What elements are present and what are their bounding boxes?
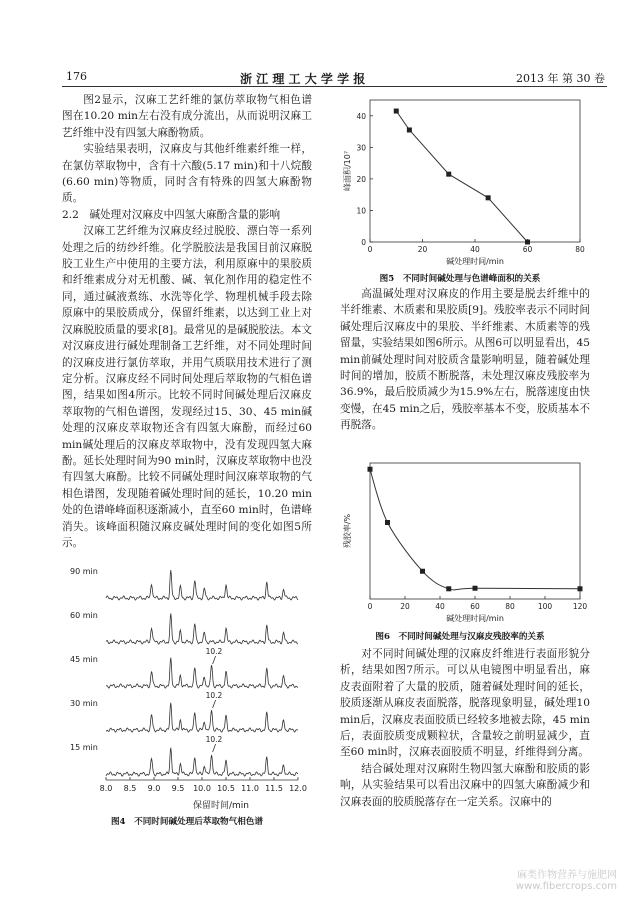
x-axis-label: 碱处理时间/min bbox=[446, 614, 504, 623]
data-point bbox=[368, 467, 373, 472]
data-point bbox=[473, 586, 478, 591]
figure5-caption: 图5 不同时间碱处理与色谱峰面积的关系 bbox=[379, 274, 541, 284]
data-point bbox=[486, 195, 491, 200]
figure4-caption: 图4 不同时间碱处理后萃取物气相色谱 bbox=[110, 817, 264, 827]
x-tick-label: 8.5 bbox=[123, 784, 137, 793]
data-point bbox=[446, 586, 451, 591]
journal-title: 浙 江 理 工 大 学 学 报 bbox=[240, 72, 366, 86]
data-point bbox=[394, 109, 399, 114]
watermark-line: 麻类作物营养与施肥网 bbox=[517, 870, 617, 881]
paragraph: 汉麻工艺纤维为汉麻皮经过脱胶、漂白等一系列处理之后的纺纱纤维。化学脱胶法是我国目前汉麻脱胶工业生产中使用的主要方法，利用原麻中的果胶质和纤维素成分对无机酸、碱、氧化剂作用的稳定性不同，通过碱液煮练、水洗等化学、物理机械手段去除原麻中的果胶质成分，保留纤维素，以达到工业上对汉麻脱胶质量的要求[8]。最常见的是碱脱胶法。本文对汉麻皮进行碱处理制备工艺纤维，对不同处理时间的汉麻皮进行氯仿萃取，并用气质联用技术进行了测定分析。汉麻皮经不同时间处理后萃取物的气相色谱图，结果如图4所示。比较不同时间碱处理后汉麻皮萃取物的气相色谱图，发现经过15、30、45 min碱处理的汉麻皮萃取物还含有四氢大麻酚，而经过60 min碱处理后的汉麻皮萃取物中，没有发现四氢大麻酚。延长处理时间为90 min时，汉麻皮萃取物中也没有四氢大麻酚。比较不同碱处理时间汉麻萃取物的气相色谱图，发现随着碱处理时间的延长，10.20 min处的色谱峰峰面积逐渐减小，直至60 min时，色谱峰消失。该峰面积随汉麻皮碱处理时间的变化如图5所示。 bbox=[62, 225, 312, 549]
figure4-chromatogram bbox=[66, 560, 312, 810]
paragraph: 对不同时间碱处理的汉麻皮纤维进行表面形貌分析，结果如图7所示。可以从电镜图中明显看出，麻皮表面附着了大量的胶质，随着碱处理时间的延长，胶质逐渐从麻皮表面脱落，脱落现象明显，碱处理10 min后，汉麻皮表面胶质已经较多地被去除，45 min后，表面胶质变成颗粒状，含量较之前明显减少，直至60 min时，汉麻表面胶质不明显，纤维得到分离。 bbox=[340, 648, 590, 759]
peak-arrow bbox=[213, 656, 216, 664]
watermark bbox=[516, 866, 617, 892]
figure4-xlabel: 保留时间/min bbox=[192, 801, 250, 810]
x-tick-label: 60 bbox=[522, 245, 533, 254]
header-rule bbox=[62, 86, 607, 87]
data-point bbox=[420, 569, 425, 574]
y-axis-label: 峰面积/10⁷ bbox=[343, 150, 352, 192]
x-tick-label: 80 bbox=[505, 602, 515, 611]
x-tick-label: 10.5 bbox=[217, 784, 235, 793]
y-tick-label: 0 bbox=[361, 238, 366, 247]
x-tick-label: 12.0 bbox=[289, 784, 307, 793]
chromatogram-trace bbox=[106, 658, 298, 688]
peak-arrow bbox=[213, 700, 216, 708]
right-column-text-1 bbox=[340, 286, 590, 434]
data-point bbox=[385, 520, 390, 525]
series-line bbox=[396, 111, 527, 242]
x-tick-label: 0 bbox=[367, 245, 373, 254]
peak-label: 10.2 bbox=[205, 735, 223, 744]
trace-label: 45 min bbox=[70, 655, 98, 664]
y-tick-label: 20 bbox=[356, 174, 366, 184]
y-tick-label: 10 bbox=[356, 206, 366, 216]
chromatogram-trace bbox=[106, 748, 298, 776]
x-tick-label: 11.0 bbox=[241, 784, 259, 793]
x-tick-label: 80 bbox=[575, 245, 585, 254]
x-tick-label: 11.5 bbox=[265, 784, 283, 793]
peak-label: 10.2 bbox=[205, 691, 223, 700]
figure5-chart bbox=[330, 92, 590, 272]
plot-frame bbox=[370, 463, 580, 599]
trace-label: 30 min bbox=[70, 699, 98, 708]
x-tick-label: 40 bbox=[435, 602, 445, 611]
paragraph: 结合碱处理对汉麻附生物四氢大麻酚和胶质的影响，从实验结果可以看出汉麻中的四氢大麻酚减少和汉麻表面的胶质脱落存在一定关系。汉麻中的 bbox=[340, 762, 590, 808]
data-point bbox=[446, 172, 451, 177]
x-tick-label: 40 bbox=[470, 245, 480, 254]
paragraph: 高温碱处理对汉麻皮的作用主要是脱去纤维中的半纤维素、木质素和果胶质[9]。残胶率表示不同时间碱处理后汉麻皮中的果胶、半纤维素、木质素等的残留量，实验结果如图6所示。从图6可以明显看出，45 min前碱处理时间对胶质含量影响明显，随着碱处理时间的增加，胶质不断脱落，未处理汉麻皮残胶率为36.9%，最后胶质减少为15.9%左右，脱落速度由快变慢，在45 min之后，残胶率基本不变，胶质基本不再脱落。 bbox=[340, 288, 590, 432]
x-tick-label: 9.0 bbox=[147, 784, 161, 793]
paragraph: 图2显示，汉麻工艺纤维的氯仿萃取物气相色谱图在10.20 min左右没有成分流出，从而说明汉麻工艺纤维中没有四氢大麻酚物质。 bbox=[62, 94, 312, 139]
left-column-text bbox=[62, 92, 312, 551]
peak-label: 10.2 bbox=[205, 647, 223, 656]
series-line bbox=[370, 469, 580, 590]
y-tick-label: 40 bbox=[356, 111, 366, 121]
trace-label: 90 min bbox=[70, 567, 98, 576]
trace-label: 60 min bbox=[70, 611, 98, 620]
x-tick-label: 120 bbox=[572, 602, 588, 611]
paragraph: 实验结果表明，汉麻皮与其他纤维素纤维一样，在氯仿萃取物中，含有十六酸(5.17 min)和十八烷酸(6.60 min)等物质，同时含有特殊的四氢大麻酚物质。 bbox=[62, 143, 312, 205]
x-tick-label: 60 bbox=[470, 602, 480, 611]
y-axis-label: 残胶率/% bbox=[343, 513, 352, 549]
plot-frame bbox=[370, 100, 580, 242]
figure6-chart bbox=[330, 455, 590, 627]
x-tick-label: 0 bbox=[367, 602, 373, 611]
watermark-url: www.fibercrops.com bbox=[515, 881, 617, 892]
section-heading: 2.2 碱处理对汉麻皮中四氢大麻酚含量的影响 bbox=[62, 208, 281, 221]
x-tick-label: 20 bbox=[417, 245, 428, 254]
x-tick-label: 10.0 bbox=[193, 784, 211, 793]
x-tick-label: 9.5 bbox=[171, 784, 185, 793]
y-tick-label: 30 bbox=[356, 143, 366, 153]
page-number: 176 bbox=[66, 70, 87, 83]
issue-info: 2013 年 第 30 卷 bbox=[516, 72, 605, 85]
data-point bbox=[407, 127, 412, 132]
chromatogram-trace bbox=[106, 703, 298, 732]
x-tick-label: 100 bbox=[537, 602, 553, 611]
trace-label: 15 min bbox=[70, 743, 98, 752]
chromatogram-trace bbox=[106, 613, 298, 644]
right-column-text-2 bbox=[340, 646, 590, 810]
x-axis-label: 碱处理时间/min bbox=[446, 257, 504, 266]
data-point bbox=[525, 240, 530, 245]
peak-arrow bbox=[213, 744, 216, 752]
x-tick-label: 8.0 bbox=[99, 784, 113, 793]
chromatogram-trace bbox=[106, 570, 298, 600]
figure6-caption: 图6 不同时间碱处理与汉麻皮残胶率的关系 bbox=[375, 632, 545, 642]
data-point bbox=[578, 586, 583, 591]
x-tick-label: 20 bbox=[400, 602, 410, 611]
